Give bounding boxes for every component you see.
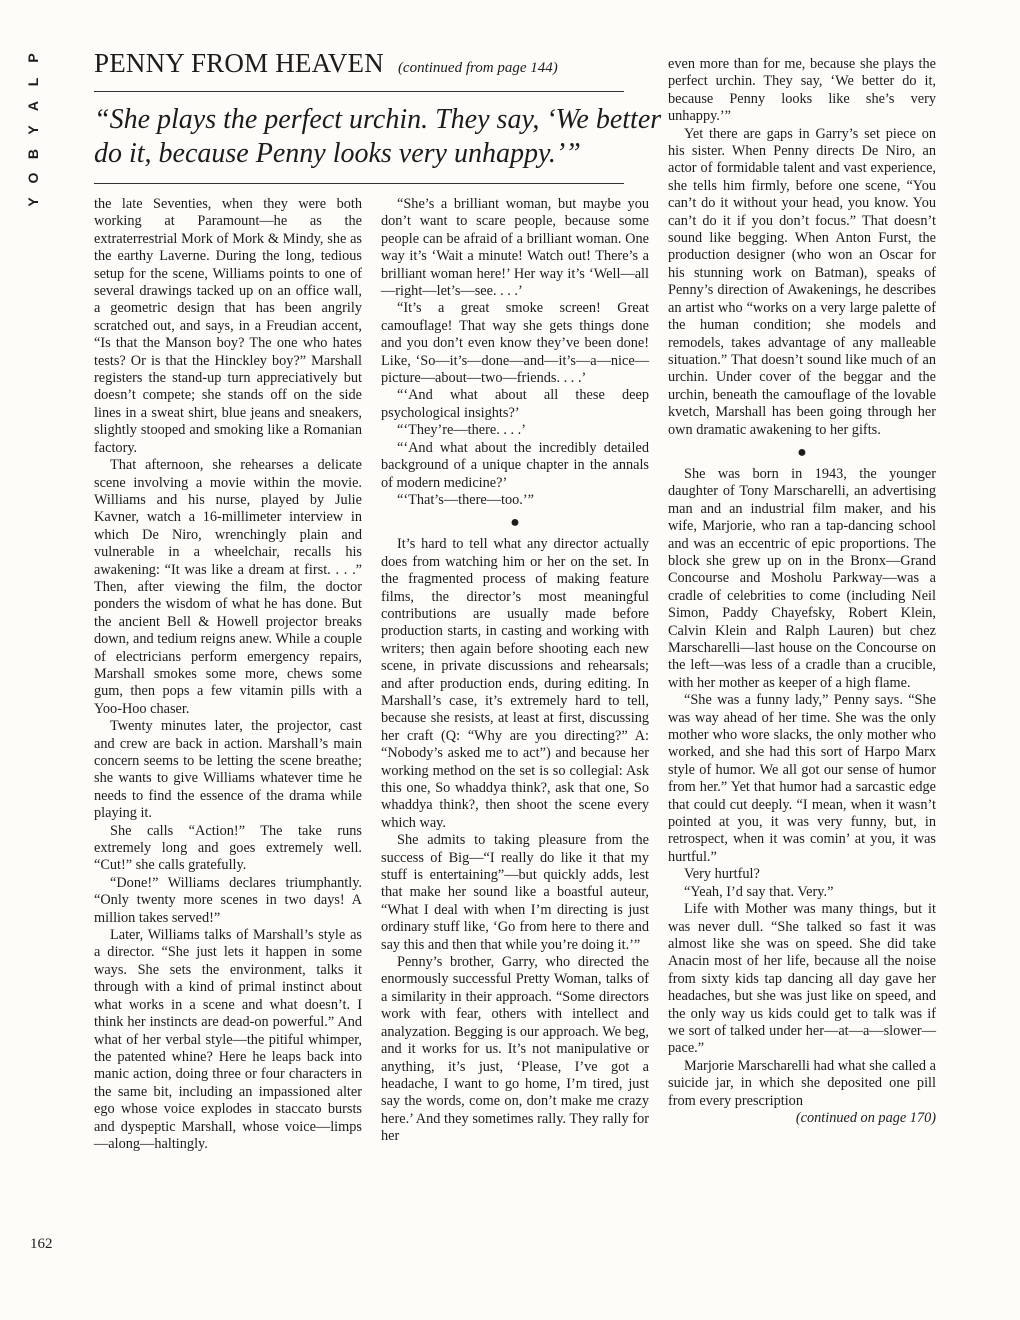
section-break-bullet: ● [797,443,807,461]
column-2 [381,196,649,1146]
paragraph: She was born in 1943, the younger daughter of Tony Marscharelli, an advertising man and an industrial film maker, and his wife, Marjorie, who ran a tap-dancing school and was an eccentric of epic proportions. The block she grew up on in the Bronx—Grand Concourse and Mosholu Parkway—was a cradle of celebrities to come (including Neil Simon, Paddy Chayefsky, Robert Klein, Calvin Klein and Ralph Lauren) but chez Marscharelli—last house on the Concourse on the left—was less of a cradle than a crucible, with her mother as keeper of a high flame. [668,465,936,691]
paragraph: “She’s a brilliant woman, but maybe you don’t want to scare people, because some people can be afraid of a brilliant woman. One way it’s ‘Wait a minute! Watch out! There’s a brilliant woman here!’ Her way it’s ‘Well—all—right—let’s—see. . . .’ [381,196,649,300]
paragraph: even more than for me, because she plays the perfect urchin. They say, ‘We better do it, because Penny looks like she’s very unhappy.’” [668,56,936,125]
paragraph: Life with Mother was many things, but it was never dull. “She talked so fast it was almost like she was on speed. She did take Anacin most of her life, because all the noise from sixty kids tap dancing all day gave her headaches, but she was just like on speed, and the only way us kids could get to talk was if we sort of talked under her—at—a—slower—pace.” [668,901,936,1057]
paragraph: Twenty minutes later, the projector, cast and crew are back in action. Marshall’s main concern seems to be letting the scene breathe; she wants to give Williams whatever time he needs to find the essence of the drama while playing it. [94,718,362,822]
header-rule [94,91,624,92]
paragraph: Yet there are gaps in Garry’s set piece on his sister. When Penny directs De Niro, an actor of formidable talent and vast experience, she tells him firmly, before one scene, “You can’t do it without your head, you know. You can’t do it if you don’t focus.” That doesn’t sound like begging. When Anton Furst, the production designer (who won an Oscar for his stunning work on Batman), speaks of Penny’s direction of Awakenings, he describes an artist who “works on a very large palette of the human condition; she models and remodels, takes advantage of any malleable situation.” That doesn’t sound like much of an urchin. Under cover of the beggar and the urchin, beneath the camouflage of the lovable kvetch, Marshall has been going through her own dramatic awakening to her gifts. [668,125,936,438]
paragraph: She admits to taking pleasure from the success of Big—“I really do like it that my stuff is entertaining”—but quickly adds, lest that make her sound like a boastful auteur, “What I deal with when I’m directing is just ordinary stuff like, ‘Go from here to there and say this and then that while you’re doing it.’” [381,832,649,953]
paragraph: “She was a funny lady,” Penny says. “She was way ahead of her time. She was the only mother who wore slacks, the only mother who worked, and she had this sort of Harpo Marx style of humor. We all got our sense of humor from her.” Yet that humor had a sarcastic edge that could cut deeply. “I mean, when it wasn’t pointed at you, it was very funny, but, in retrospect, when it was comin’ at you, it was hurtful.” [668,692,936,865]
article-header [94,48,624,79]
paragraph: the late Seventies, when they were both working at Paramount—he as the extraterrestrial Mork of Mork & Mindy, she as the earthy Laverne. During the long, tedious setup for the scene, Williams points to one of several drawings tacked up on an office wall, a geometric design that has been angrily scratched out, and says, in a Freudian accent, “Is that the Manson boy? The one who hates tests? Or is that the Hinckley boy?” Marshall registers the stand-up turn appreciatively but doesn’t compete; she stands off on the side lines in a sweat shirt, blue jeans and sneakers, slightly stooped and smoking like a Romanian factory. [94,196,362,456]
column-3 [668,56,936,1127]
pull-quote-rule [94,183,624,184]
paragraph: “Done!” Williams declares triumphantly. “Only twenty more scenes in two days! A million takes served!” [94,874,362,926]
pull-quote: “She plays the perfect urchin. They say, ‘We better do it, because Penny looks very unhappy.’” [94,104,662,169]
paragraph: Penny’s brother, Garry, who directed the enormously successful Pretty Woman, talks of a similarity in their approach. “Some directors work with fear, others with intellect and analyzation. Begging is our approach. We beg, and it works for us. It’s not manipulative or anything, it’s just, ‘Please, I’ve got a headache, I want to go home, I’m tired, just say the words, come on, don’t make me crazy here.’ And they sometimes rally. They rally for her [381,954,649,1145]
paragraph: “It’s a great smoke screen! Great camouflage! That way she gets things done and you don’t even know they’ve been done! Like, ‘So—it’s—done—and—it’s—a—nice—picture—about—two—friends. . . .’ [381,300,649,387]
paragraph: It’s hard to tell what any director actually does from watching him or her on the set. In the fragmented process of making feature films, the director’s most meaningful contributions are usually made before production starts, in casting and working with writers; then again before shooting each new scene, in private discussions and rehearsals; and after production ends, during editing. In Marshall’s case, it’s extremely hard to tell, because she resists, at least at first, discussing her craft (Q: “Why are you directing?” A: “Nobody’s asked me to act”) and because her working method on the set is so collegial: Ask this one, So whaddya think?, ask that one, So whaddya think?, then shoot the scene every which way. [381,536,649,831]
paragraph: “‘That’s—there—too.’” [397,491,534,508]
continued-from-note: (continued from page 144) [397,60,558,76]
paragraph: Marjorie Marscharelli had what she called a suicide jar, in which she deposited one pill from every prescription [668,1057,936,1109]
column-1 [94,196,362,1153]
magazine-letter: Y [25,197,41,207]
magazine-letter: O [25,172,41,184]
paragraph: “‘And what about all these deep psychological insights?’ [381,387,649,421]
magazine-name-vertical [26,46,40,214]
paragraph: She calls “Action!” The take runs extremely long and goes extremely well. “Cut!” she calls gratefully. [94,822,362,874]
magazine-letter: B [25,148,41,160]
magazine-letter: Y [25,125,41,135]
paragraph: “‘They’re—there. . . .’ [397,422,527,439]
continued-on-note: (continued on page 170) [795,1109,936,1126]
paragraph: Later, Williams talks of Marshall’s style as a director. “She just lets it happen in some ways. She sets the environment, talks it through with a kind of primal instinct about what works in a scene and what doesn’t. I think her instincts are dead-on powerful.” And what of her verbal style—the pitiful whimper, the patented whine? Here he leaps back into manic action, doing three or four characters in the same bit, including an impassioned alter ego whose voice explodes in staccato bursts and dyspeptic Marshall, whose voice—limps—along—haltingly. [94,927,362,1152]
magazine-letter: A [25,100,41,112]
page-number: 162 [30,1236,53,1252]
section-break-bullet: ● [510,514,520,532]
paragraph: “Yeah, I’d say that. Very.” [684,883,834,900]
article-title: PENNY FROM HEAVEN [94,48,384,78]
paragraph: Very hurtful? [684,866,760,883]
magazine-letter: L [25,77,41,87]
paragraph: “‘And what about the incredibly detailed background of a unique chapter in the annals of modern medicine?’ [381,439,649,491]
magazine-letter: P [25,53,41,63]
paragraph: That afternoon, she rehearses a delicate scene involving a movie within the movie. Williams and his nurse, played by Julie Kavner, watch a 16-millimeter interview in which De Niro, wrenchingly plain and vulnerable in a wheelchair, recalls his awakening: “It was like a dream at first. . . .” Then, after viewing the film, the doctor ponders the wisdom of what he has done. But the ancient Bell & Howell projector breaks down, and tedium reigns anew. While a couple of electricians perform emergency repairs, Marshall smokes some more, chews some gum, then pops a few vitamin pills with a Yoo-Hoo chaser. [94,457,362,717]
